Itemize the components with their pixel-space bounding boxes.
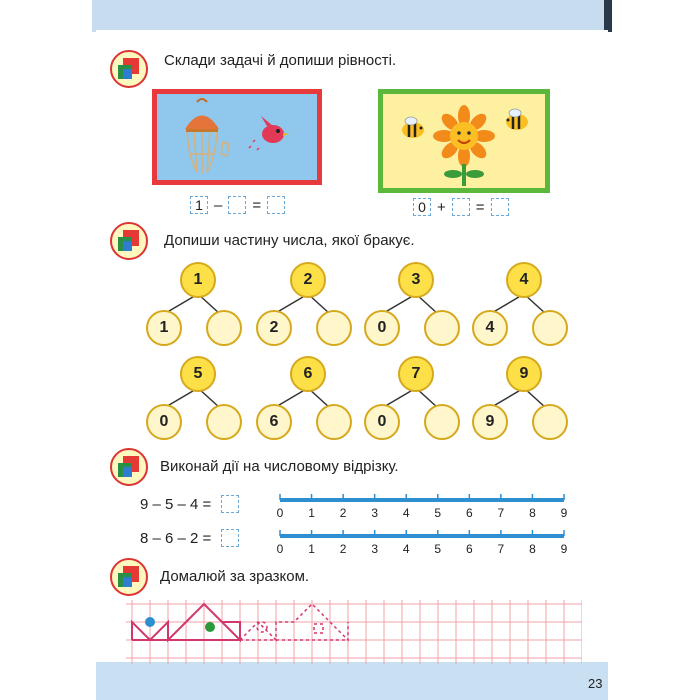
- tree-known-part: 9: [472, 404, 508, 440]
- equation-1: [190, 194, 285, 216]
- number-tree: [468, 352, 588, 442]
- tree-whole-number: 6: [290, 356, 326, 392]
- tree-whole-number: 9: [506, 356, 542, 392]
- number-line-label: 7: [497, 506, 505, 520]
- equation-2-result-box[interactable]: [491, 198, 509, 216]
- equation-1-blank-box[interactable]: [228, 196, 246, 214]
- number-line-label: 6: [465, 506, 473, 520]
- number-line-label: 9: [560, 506, 568, 520]
- number-line-1: [274, 492, 570, 522]
- top-border-edge: [604, 0, 612, 32]
- tree-missing-part[interactable]: [206, 404, 242, 440]
- number-line-label: 2: [339, 506, 347, 520]
- tree-missing-part[interactable]: [424, 310, 460, 346]
- tree-known-part: 0: [364, 404, 400, 440]
- task-shapes-icon: [110, 222, 148, 260]
- number-line-label: 4: [402, 506, 410, 520]
- equation-1-operator: –: [214, 196, 223, 214]
- tree-whole-number: 3: [398, 262, 434, 298]
- tree-whole-number: 2: [290, 262, 326, 298]
- bird-cage-picture: [152, 89, 322, 185]
- number-line-label: 0: [276, 542, 284, 556]
- equation-2-given-box: 0: [413, 198, 431, 216]
- equation-2-equals: =: [475, 198, 485, 216]
- task-2-title: Допиши частину числа, якої бракує.: [164, 232, 415, 249]
- sunflower-bees-picture: [378, 89, 550, 193]
- numberline-exercise-1-answer[interactable]: [221, 495, 239, 513]
- number-line-axis: [274, 528, 570, 542]
- number-tree: [360, 352, 480, 442]
- numberline-exercise-2-answer[interactable]: [221, 529, 239, 547]
- number-tree: [142, 352, 262, 442]
- green-dot: [205, 622, 215, 632]
- numberline-exercise-2-expr: 8 – 6 – 2 =: [140, 529, 212, 547]
- number-tree: [252, 258, 372, 348]
- tree-known-part: 4: [472, 310, 508, 346]
- tree-missing-part[interactable]: [316, 310, 352, 346]
- numberline-exercise-2: [140, 529, 239, 547]
- equation-1-given-box: 1: [190, 196, 208, 214]
- number-tree: [252, 352, 372, 442]
- tree-whole-number: 4: [506, 262, 542, 298]
- tree-missing-part[interactable]: [532, 404, 568, 440]
- bottom-border: [96, 662, 608, 700]
- tree-known-part: 6: [256, 404, 292, 440]
- number-line-label: 5: [434, 542, 442, 556]
- task-4-title: Домалюй за зразком.: [160, 568, 310, 585]
- equation-2: [413, 196, 509, 218]
- number-line-label: 3: [371, 506, 378, 520]
- number-line-label: 7: [497, 542, 505, 556]
- bee-right: [506, 109, 528, 130]
- equation-2-blank-box[interactable]: [452, 198, 470, 216]
- page-number: 23: [588, 676, 603, 691]
- number-line-label: 9: [560, 542, 568, 556]
- number-line-label: 6: [465, 542, 473, 556]
- tree-missing-part[interactable]: [424, 404, 460, 440]
- top-border: [92, 0, 608, 32]
- blue-dot: [145, 617, 155, 627]
- tree-known-part: 1: [146, 310, 182, 346]
- numberline-exercise-1: [140, 495, 239, 513]
- number-line-label: 2: [339, 542, 347, 556]
- number-line-label: 0: [276, 506, 284, 520]
- number-line-label: 1: [308, 542, 315, 556]
- number-line-label: 3: [371, 542, 378, 556]
- task-shapes-icon: [110, 50, 148, 88]
- sunflower-illustration: [383, 94, 545, 188]
- number-line-axis: [274, 492, 570, 506]
- equation-1-result-box[interactable]: [267, 196, 285, 214]
- number-tree: [142, 258, 262, 348]
- tree-known-part: 0: [146, 404, 182, 440]
- numberline-exercise-1-expr: 9 – 5 – 4 =: [140, 495, 212, 513]
- drawing-grid[interactable]: [126, 600, 582, 664]
- number-line-2: [274, 528, 570, 558]
- number-line-label: 8: [529, 506, 536, 520]
- equation-2-operator: +: [437, 198, 446, 216]
- task-shapes-icon: [110, 448, 148, 486]
- number-line-label: 5: [434, 506, 442, 520]
- tree-missing-part[interactable]: [532, 310, 568, 346]
- tree-known-part: 0: [364, 310, 400, 346]
- equation-1-equals: =: [252, 196, 262, 214]
- tree-whole-number: 5: [180, 356, 216, 392]
- task-1-title: Склади задачі й допиши рівності.: [164, 52, 397, 69]
- task-shapes-icon: [110, 558, 148, 596]
- number-line-label: 8: [529, 542, 536, 556]
- number-tree: [360, 258, 480, 348]
- task-3-title: Виконай дії на числовому відрізку.: [160, 458, 399, 475]
- tree-whole-number: 1: [180, 262, 216, 298]
- tree-whole-number: 7: [398, 356, 434, 392]
- number-line-label: 4: [402, 542, 410, 556]
- tree-missing-part[interactable]: [206, 310, 242, 346]
- number-line-label: 1: [308, 506, 315, 520]
- number-tree: [468, 258, 588, 348]
- bee-left: [402, 117, 424, 138]
- tree-missing-part[interactable]: [316, 404, 352, 440]
- tree-known-part: 2: [256, 310, 292, 346]
- bird-cage-illustration: [157, 94, 317, 180]
